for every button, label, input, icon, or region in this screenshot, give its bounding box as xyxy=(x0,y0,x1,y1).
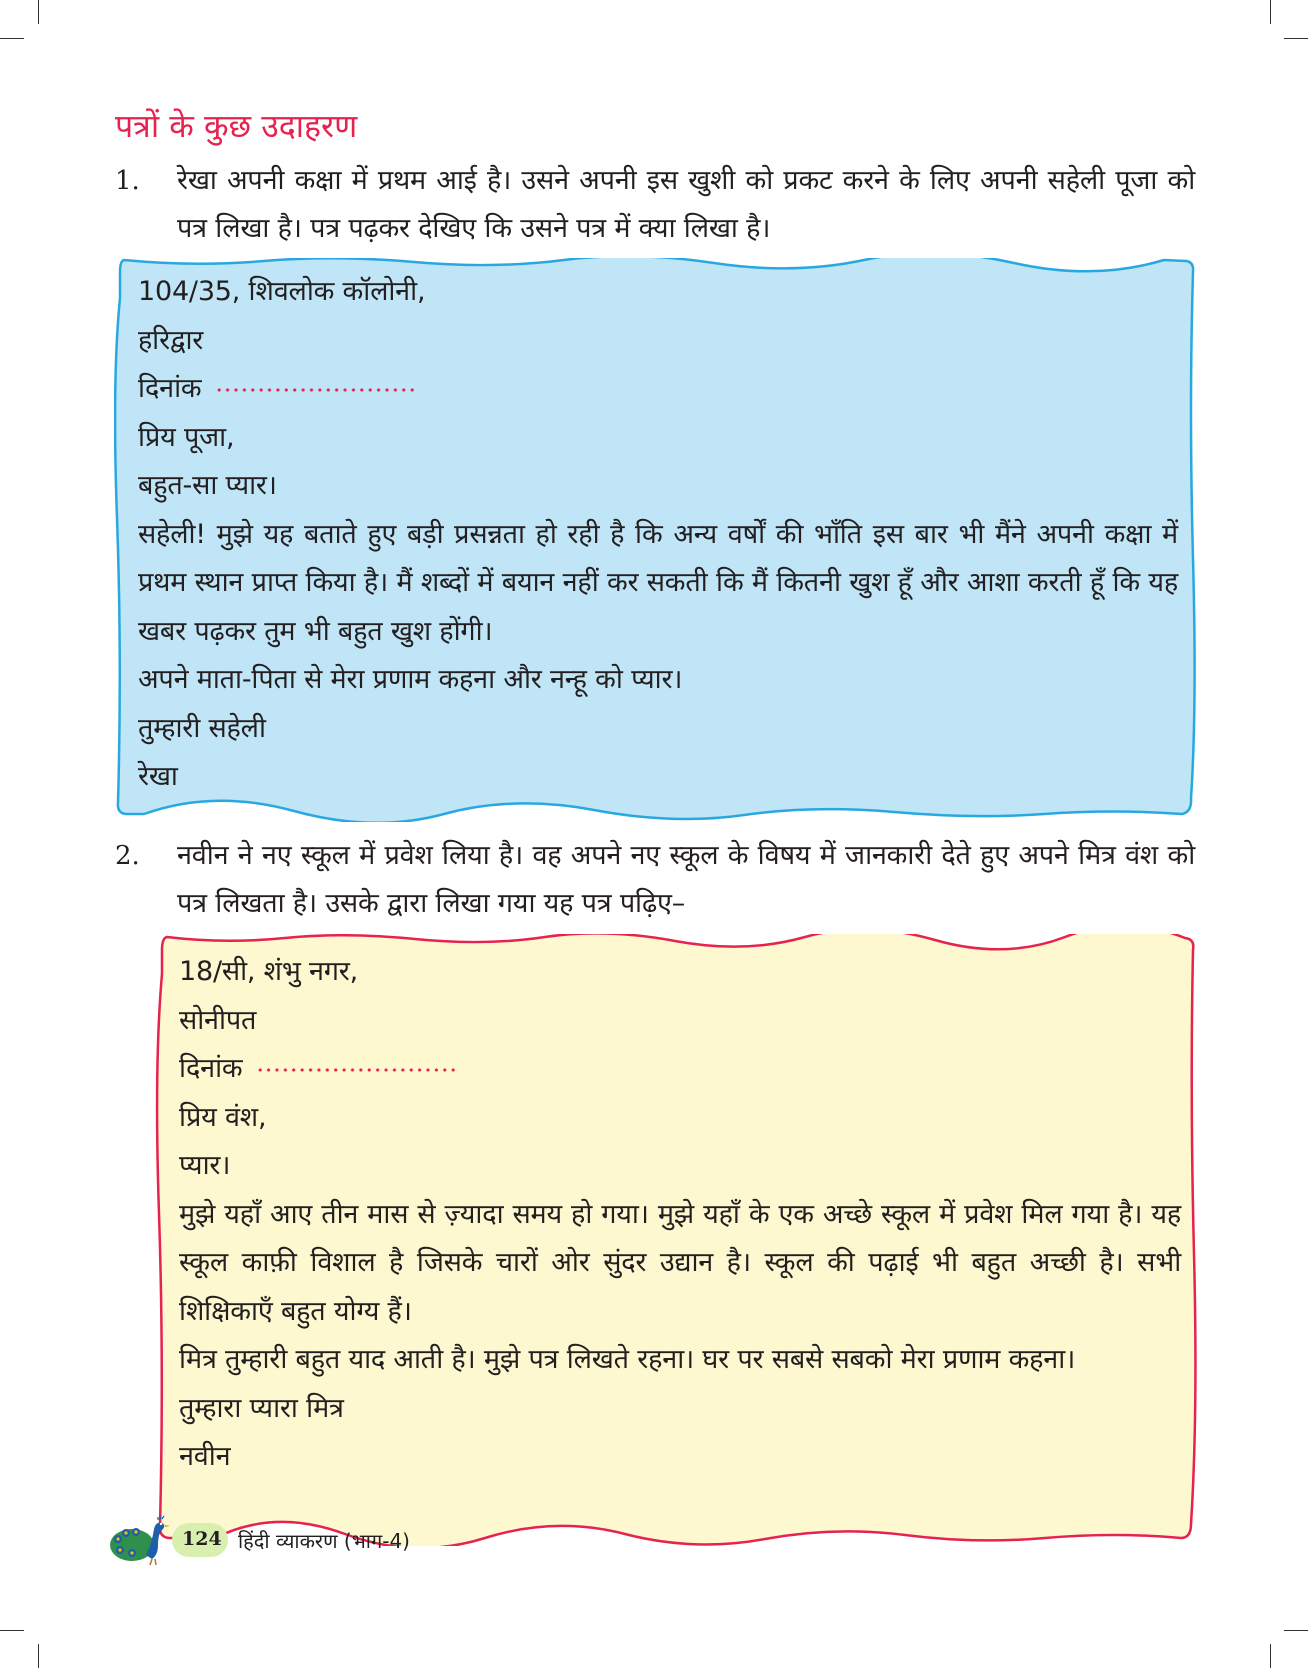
sender-city: हरिद्वार xyxy=(138,324,204,356)
crop-mark xyxy=(38,0,39,24)
item-number: 2. xyxy=(115,841,140,871)
crop-mark xyxy=(38,1644,39,1668)
crop-mark xyxy=(0,38,24,39)
item-text: रेखा अपनी कक्षा में प्रथम आई है। उसने अपनी इस खुशी को प्रकट करने के लिए अपनी सहेली पूजा को पत्र लिखा है। पत्र पढ़कर देखिए कि उसने पत्र में क्या लिखा है। xyxy=(177,165,1195,244)
sender-address-line: 18/सी, शंभु नगर, xyxy=(179,956,358,987)
instruction-item xyxy=(115,832,1195,928)
crop-mark xyxy=(0,1630,24,1631)
closing: तुम्हारी सहेली xyxy=(138,712,266,744)
book-title: हिंदी व्याकरण (भाग-4) xyxy=(238,1529,410,1553)
letter-2-frame xyxy=(155,934,1197,1546)
letter-1-content xyxy=(138,268,1178,802)
letter-body-paragraph: मित्र तुम्हारी बहुत याद आती है। मुझे पत्र लिखते रहना। घर पर सबसे सबको मेरा प्रणाम कहना। xyxy=(179,1344,1076,1375)
sender-city: सोनीपत xyxy=(179,1004,257,1036)
letter-body-paragraph: मुझे यहाँ आए तीन मास से ज़्यादा समय हो गया। मुझे यहाँ के एक अच्छे स्कूल में प्रवेश मिल गया है। यह स्कूल काफ़ी विशाल है जिसके चारों ओर सुंदर उद्यान है। स्कूल की पढ़ाई भी बहुत अच्छी है। सभी शिक्षिकाएँ बहुत योग्य हैं। xyxy=(179,1198,1181,1327)
crop-mark xyxy=(1284,1630,1308,1631)
salutation: प्रिय पूजा, xyxy=(138,421,235,453)
instruction-item xyxy=(115,157,1195,253)
section-heading: पत्रों के कुछ उदाहरण xyxy=(115,107,358,145)
sender-address-line: 104/35, शिवलोक कॉलोनी, xyxy=(138,276,426,307)
salutation: प्रिय वंश, xyxy=(179,1101,267,1133)
item-number: 1. xyxy=(115,166,140,196)
letter-body-line: अपने माता-पिता से मेरा प्रणाम कहना और नन्हू को प्यार। xyxy=(138,664,683,695)
letter-1-frame xyxy=(114,258,1196,822)
peacock-icon xyxy=(108,1515,178,1565)
crop-mark xyxy=(1284,38,1308,39)
page-footer xyxy=(108,1515,608,1563)
date-blank xyxy=(256,1068,456,1072)
signature: नवीन xyxy=(179,1441,231,1472)
signature: रेखा xyxy=(138,761,178,792)
greeting: बहुत-सा प्यार। xyxy=(138,470,277,501)
greeting: प्यार। xyxy=(179,1150,231,1181)
letter-2-content xyxy=(179,948,1181,1482)
crop-mark xyxy=(1270,1644,1271,1668)
date-line xyxy=(179,1045,1181,1094)
item-text: नवीन ने नए स्कूल में प्रवेश लिया है। वह अपने नए स्कूल के विषय में जानकारी देते हुए अपने मित्र वंश को पत्र लिखता है। उसके द्वारा लिखा गया यह पत्र पढ़िए– xyxy=(177,840,1195,919)
date-line xyxy=(138,365,1178,414)
page-number: 124 xyxy=(182,1528,222,1550)
crop-mark xyxy=(1270,0,1271,24)
closing: तुम्हारा प्यारा मित्र xyxy=(179,1392,344,1424)
letter-body-paragraph: सहेली! मुझे यह बताते हुए बड़ी प्रसन्नता हो रही है कि अन्य वर्षों की भाँति इस बार भी मैंने अपनी कक्षा में प्रथम स्थान प्राप्त किया है। मैं शब्दों में बयान नहीं कर सकती कि मैं कितनी खुश हूँ और आशा करती हूँ कि यह खबर पढ़कर तुम भी बहुत खुश होंगी। xyxy=(138,518,1178,647)
date-blank xyxy=(215,388,415,392)
date-label: दिनांक xyxy=(138,373,202,404)
date-label: दिनांक xyxy=(179,1053,243,1084)
